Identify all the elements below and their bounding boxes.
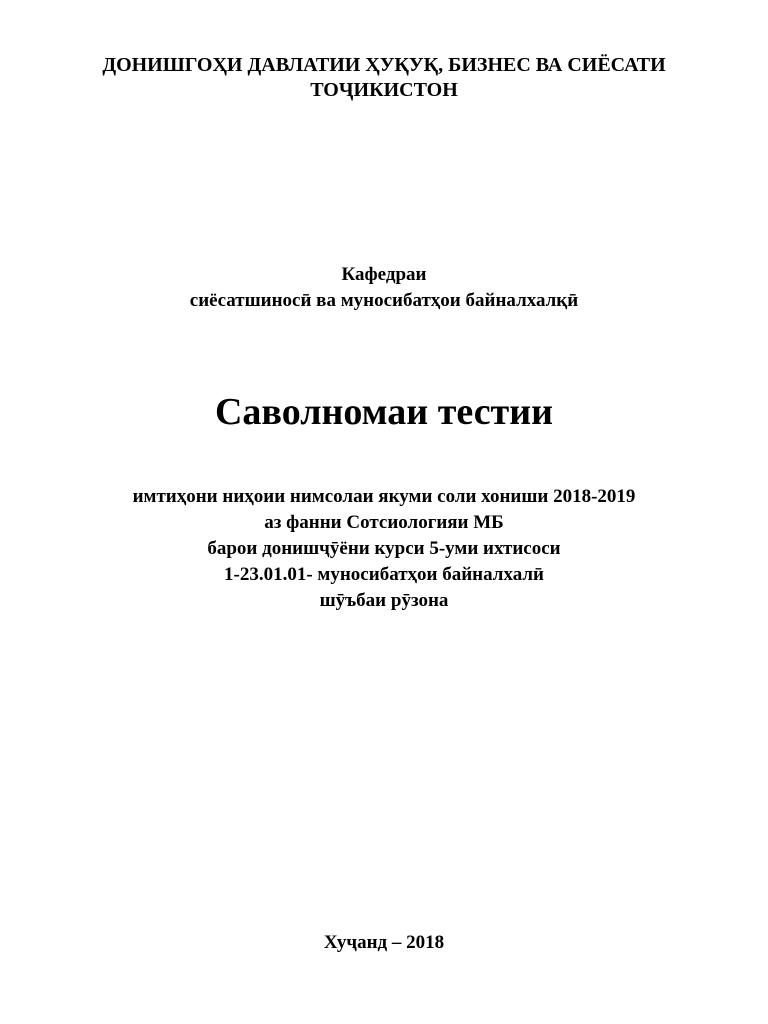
university-name-line-1: ДОНИШГОҲИ ДАВЛАТИИ ҲУҚУҚ, БИЗНЕС ВА СИЁСАТИ	[102, 54, 666, 76]
subtitle-line-3: барои донишҷӯёни курси 5-уми ихтисоси	[207, 538, 561, 559]
department-label: Кафедраи	[341, 264, 427, 285]
subtitle-line-2: аз фанни Сотсиологияи МБ	[264, 512, 504, 533]
subtitle-line-5: шӯъбаи рӯзона	[319, 590, 449, 611]
subtitle-line-1: имтиҳони ниҳоии нимсолаи якуми соли хониши 2018-2019	[132, 486, 636, 507]
place-and-year: Хуҷанд – 2018	[323, 932, 445, 953]
university-name-line-2: ТОҶИКИСТОН	[310, 79, 458, 101]
subtitle-line-4: 1-23.01.01- муносибатҳои байналхалӣ	[224, 564, 544, 585]
document-title: Саволномаи тестии	[214, 391, 554, 433]
department-name: сиёсатшиносӣ ва муносибатҳои байналхалқӣ	[189, 290, 579, 311]
